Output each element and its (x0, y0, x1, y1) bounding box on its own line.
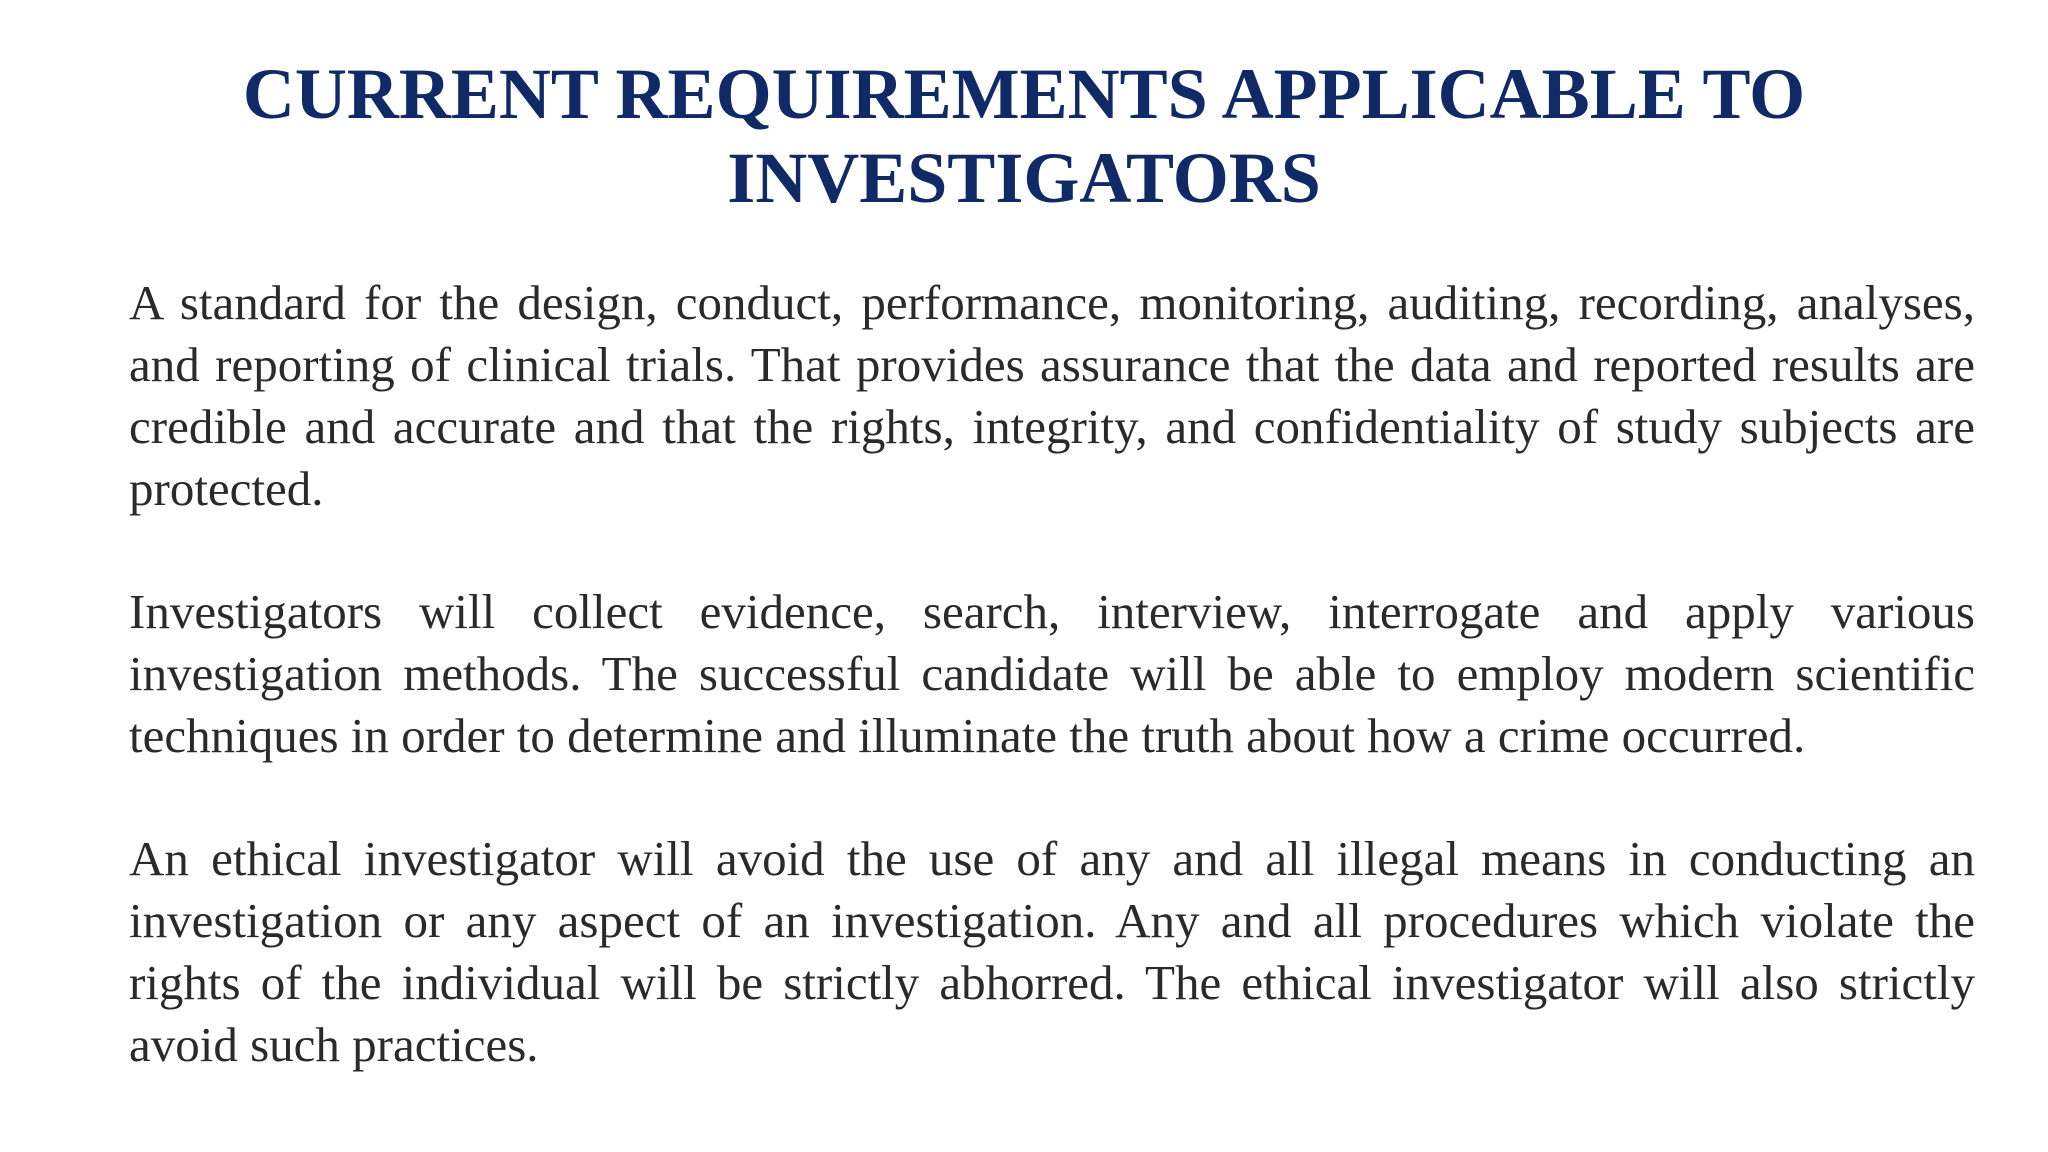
slide-body (129, 272, 1975, 1137)
paragraph-investigator-duties: Investigators will collect evidence, search, interview, interrogate and apply various investigation methods. The successful candidate will be able to employ modern scientific techniques in order to determine and illuminate the truth about how a crime occurred. (129, 584, 1975, 763)
slide-title: CURRENT REQUIREMENTS APPLICABLE TO INVESTIGATORS (242, 54, 1806, 218)
paragraph-gcp-standard: A standard for the design, conduct, performance, monitoring, auditing, recording, analyses, and reporting of clinical trials. That provides assurance that the data and reported results are credible and accurate and that the rights, integrity, and confidentiality of study subjects are protected. (129, 275, 1975, 516)
paragraph-ethical-investigator: An ethical investigator will avoid the use of any and all illegal means in conducting an investigation or any aspect of an investigation. Any and all procedures which violate the rights of the individual will be strictly abhorred. The ethical investigator will also strictly avoid such practices. (129, 831, 1975, 1072)
